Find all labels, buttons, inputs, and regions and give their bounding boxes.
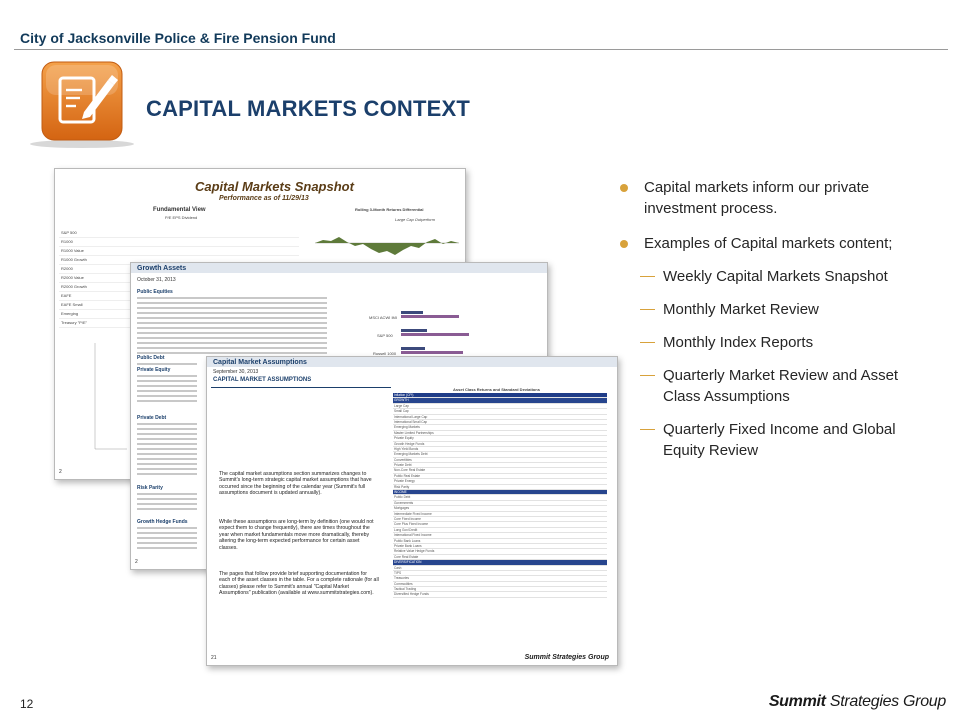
table-cell: Public Debt [394,495,411,500]
table-cell: Cash [394,565,402,570]
table-cell: Convertibles [394,457,412,462]
table-cell [484,468,515,472]
table-cell [453,512,484,516]
growth-chart-label: Russell 1000 [373,351,397,356]
table-cell: Private Energy [394,479,415,484]
table-cell [453,431,484,435]
table-cell [515,458,546,462]
table-cell [484,458,515,462]
growth-date: October 31, 2013 [137,277,176,283]
cma-returns-table [393,387,607,657]
table-cell: Private Debt [394,463,412,468]
table-cell [453,495,484,499]
table-cell: Private Bank Loans [394,543,422,548]
table-cell: Risk Parity [394,484,410,489]
table-cell [484,490,515,494]
growth-section-public-equities: Public Equities [137,289,173,295]
table-row: Emerging [59,310,299,319]
table-cell [515,517,546,521]
table-cell [546,571,577,575]
table-cell [576,560,607,564]
table-cell [546,490,577,494]
table-cell [515,549,546,553]
table-cell [546,501,577,505]
table-cell [546,420,577,424]
table-cell [484,566,515,570]
table-cell [546,560,577,564]
table-cell [576,555,607,559]
table-cell [515,452,546,456]
table-cell [484,415,515,419]
table-cell [453,474,484,478]
cma-paragraph: The pages that follow provide brief supporting documentation for each of the asset classes in the table. For a complete rationale (for all classes) please refer to Summit's annual "Capital Market Assumptions" publication (available at www.summitstrategies.com). [219,571,379,597]
table-cell [576,576,607,580]
table-cell [546,393,577,397]
cma-date: September 30, 2013 [213,369,259,375]
snapshot-chart-top-label: Large Cap Outperform [395,217,436,222]
table-cell [546,447,577,451]
table-cell [546,582,577,586]
table-cell [484,393,515,397]
document-pencil-icon [24,58,136,150]
growth-section-risk-parity: Risk Parity [137,485,163,491]
table-cell [515,436,546,440]
table-cell [453,425,484,429]
cma-summit-logo: Summit Strategies Group [524,654,609,661]
table-cell [546,404,577,408]
cma-table-title: Asset Class Returns and Standard Deviations [453,387,540,392]
table-cell: TIPS [394,570,402,575]
table-cell [453,571,484,575]
table-cell: Commodities [394,581,413,586]
table-cell [576,479,607,483]
table-row: R2000 [59,265,299,274]
growth-bar-chart [401,309,521,357]
table-cell [576,533,607,537]
snapshot-page-number: 2 [59,469,62,475]
table-cell [576,528,607,532]
table-cell [515,393,546,397]
table-cell [576,393,607,397]
table-cell [515,409,546,413]
growth-section-public-debt: Public Debt [137,355,165,361]
cma-title: Capital Market Assumptions [213,359,307,366]
table-cell [484,517,515,521]
table-cell [546,576,577,580]
table-cell [515,425,546,429]
table-cell [484,409,515,413]
table-cell: Treasuries [394,576,409,581]
table-cell: International Fixed Income [394,533,432,538]
table-cell [546,566,577,570]
table-row [393,592,607,597]
table-cell [484,512,515,516]
table-cell: Emerging Markets [394,425,420,430]
table-cell [576,425,607,429]
table-cell [453,447,484,451]
table-cell [576,587,607,591]
table-cell [546,431,577,435]
table-cell [515,415,546,419]
table-cell [515,474,546,478]
table-cell [576,582,607,586]
table-cell [515,485,546,489]
table-cell [546,517,577,521]
table-cell [515,404,546,408]
table-cell [453,506,484,510]
table-cell [515,463,546,467]
table-cell [576,506,607,510]
table-cell: Governments [394,500,414,505]
table-cell [484,555,515,559]
table-cell [546,544,577,548]
table-cell [515,506,546,510]
table-cell [546,506,577,510]
table-cell: Core Fixed Income [394,516,421,521]
table-cell [546,533,577,537]
table-cell [546,398,577,402]
table-cell [515,528,546,532]
table-cell [515,447,546,451]
table-cell [453,582,484,586]
table-row: R1000 Growth [59,256,299,265]
table-cell: Intermediate Fixed Income [394,511,432,516]
table-cell [515,555,546,559]
table-cell [576,463,607,467]
table-cell [546,409,577,413]
dash-icon [640,342,655,343]
table-cell [453,404,484,408]
table-cell [453,528,484,532]
table-cell [546,587,577,591]
table-cell: Long Gov/Credit [394,527,418,532]
table-cell [576,571,607,575]
table-cell [576,420,607,424]
table-cell [453,463,484,467]
table-cell [453,452,484,456]
table-cell [453,566,484,570]
table-cell: Core Real Estate [394,554,419,559]
table-cell: Relative Value Hedge Funds [394,549,435,554]
table-cell [546,463,577,467]
page-number: 12 [20,697,34,711]
snapshot-section-heading: Fundamental View [153,207,206,213]
table-cell [484,528,515,532]
table-cell [515,501,546,505]
table-cell [453,522,484,526]
table-cell: Master Limited Partnerships [394,430,434,435]
table-cell [576,512,607,516]
organization-header: City of Jacksonville Police & Fire Pension Fund [20,30,336,46]
table-cell [515,522,546,526]
table-cell [453,560,484,564]
sub-bullet-item: Weekly Capital Markets Snapshot [620,266,920,287]
table-cell [484,522,515,526]
snapshot-chart-label: Rolling 3-Month Returns Differential [355,207,424,212]
table-cell [546,442,577,446]
bullet-item: Examples of Capital markets content; [620,233,920,254]
table-cell: High Yield Bonds [394,446,419,451]
table-cell [546,485,577,489]
table-cell [484,501,515,505]
table-cell [576,592,607,596]
table-row: R2000 Value [59,274,299,283]
growth-chart-label: S&P 500 [377,333,393,338]
table-cell [576,442,607,446]
table-cell [576,566,607,570]
table-cell [576,458,607,462]
sub-bullet-item: Quarterly Market Review and Asset Class Assumptions [620,365,920,407]
table-cell: Diversified Hedge Funds [394,592,429,597]
table-cell [484,463,515,467]
table-cell [453,533,484,537]
table-cell: Core Plus Fixed Income [394,522,429,527]
table-cell [453,415,484,419]
bullet-dot-icon [620,184,628,192]
table-cell [546,495,577,499]
table-cell [546,436,577,440]
table-cell [576,474,607,478]
table-cell [546,549,577,553]
table-cell: INCOME [394,490,407,495]
table-cell [453,458,484,462]
table-row: Treasury "P/E" [59,319,299,328]
table-cell [484,420,515,424]
table-cell [484,485,515,489]
table-cell [515,420,546,424]
table-cell: International Large Cap [394,414,428,419]
table-cell [546,415,577,419]
table-cell [484,539,515,543]
table-cell [453,501,484,505]
table-cell: Public Bank Loans [394,538,421,543]
growth-section-hedge-funds: Growth Hedge Funds [137,519,188,525]
table-cell [515,539,546,543]
table-cell [515,533,546,537]
table-cell [515,560,546,564]
table-cell [484,436,515,440]
table-cell [546,512,577,516]
snapshot-small-chart [89,341,129,451]
table-cell [515,582,546,586]
table-cell: Tactical Trading [394,587,417,592]
table-cell [515,566,546,570]
table-cell: Emerging Markets Debt [394,452,428,457]
table-row: R2000 Growth [59,283,299,292]
table-cell [546,425,577,429]
table-cell: Growth Hedge Funds [394,441,425,446]
table-cell [484,479,515,483]
table-cell [453,485,484,489]
table-cell [515,431,546,435]
table-cell [484,533,515,537]
table-cell [453,479,484,483]
table-cell [484,452,515,456]
table-cell: Private Equity [394,436,414,441]
sub-bullet-item: Monthly Market Review [620,299,920,320]
table-cell [515,490,546,494]
table-cell [515,512,546,516]
snapshot-column-headers: P/E EPS Dividend [165,215,198,220]
table-cell [576,447,607,451]
table-cell [484,592,515,596]
table-cell [484,506,515,510]
table-cell [515,587,546,591]
page-title: CAPITAL MARKETS CONTEXT [146,96,471,121]
table-cell [546,539,577,543]
table-cell [484,571,515,575]
table-row: R1000 Value [59,247,299,256]
table-cell: Non-Core Real Estate [394,468,426,473]
growth-title: Growth Assets [137,265,187,272]
table-cell [484,431,515,435]
table-cell [576,468,607,472]
table-cell [453,398,484,402]
summit-strategies-logo: Summit Strategies Group [768,693,946,710]
table-cell [576,404,607,408]
table-row: R1000 [59,238,299,247]
table-cell [576,501,607,505]
table-cell [453,490,484,494]
table-cell [546,474,577,478]
table-cell [576,539,607,543]
dash-icon [640,429,655,430]
table-cell [515,479,546,483]
table-row: EAFE Small [59,301,299,310]
table-row: EAFE [59,292,299,301]
table-cell [484,560,515,564]
table-cell [576,398,607,402]
snapshot-title: Capital Markets Snapshot [195,179,354,194]
table-cell [546,452,577,456]
growth-chart-label: MSCI ACWI IMI [369,315,397,320]
snapshot-differential-chart [313,213,461,263]
table-cell [453,420,484,424]
header-divider [14,49,948,50]
snapshot-subtitle: Performance as of 11/29/13 [219,195,309,202]
bullet-list [620,177,920,473]
table-cell [576,517,607,521]
table-cell [515,442,546,446]
table-cell [515,495,546,499]
table-cell [515,571,546,575]
sub-bullet-item: Quarterly Fixed Income and Global Equity Review [620,419,920,461]
table-cell: Inflation (CPI) [394,393,414,397]
table-cell [453,468,484,472]
table-cell [453,436,484,440]
table-cell [484,442,515,446]
cma-paragraph: The capital market assumptions section summarizes changes to Summit's long-term strategic capital market assumptions that have occurred since the beginning of the calendar year (Summit's full assumptions document is updated annually). [219,471,372,497]
table-cell [576,415,607,419]
table-cell [546,468,577,472]
table-cell: DIVERSIFICATION [394,560,422,565]
table-cell [484,404,515,408]
table-cell: GROWTH [394,398,409,403]
table-cell [576,409,607,413]
table-cell [515,398,546,402]
table-cell [484,398,515,402]
table-cell [576,544,607,548]
table-cell [484,587,515,591]
cma-page-number: 21 [211,655,217,661]
table-cell: Small Cap [394,409,409,414]
cma-heading: CAPITAL MARKET ASSUMPTIONS [213,377,312,383]
table-cell [576,495,607,499]
table-cell [453,576,484,580]
table-cell [453,409,484,413]
table-cell [546,528,577,532]
table-cell [453,393,484,397]
table-cell: Mortgages [394,506,410,511]
table-cell [484,447,515,451]
growth-section-private-equity: Private Equity [137,367,171,373]
table-cell: International Small Cap [394,419,428,424]
growth-page-number: 2 [135,559,138,565]
sub-bullet-item: Monthly Index Reports [620,332,920,353]
table-row: S&P 500 [59,229,299,238]
table-cell [453,555,484,559]
table-cell: Large Cap [394,403,409,408]
table-cell [515,576,546,580]
table-cell [576,549,607,553]
table-cell [484,582,515,586]
table-cell [546,522,577,526]
table-cell [546,479,577,483]
table-cell [453,592,484,596]
growth-section-private-debt: Private Debt [137,415,167,421]
table-cell [484,495,515,499]
table-cell [515,468,546,472]
table-cell [453,517,484,521]
table-cell [484,474,515,478]
dash-icon [640,309,655,310]
table-cell [576,431,607,435]
table-cell [546,592,577,596]
dash-icon [640,276,655,277]
table-cell [515,592,546,596]
table-cell: Public Real Estate [394,473,421,478]
bullet-item: Capital markets inform our private investment process. [620,177,920,219]
bullet-dot-icon [620,240,628,248]
table-cell [484,576,515,580]
dash-icon [640,375,655,376]
table-cell [484,549,515,553]
table-cell [576,522,607,526]
table-cell [453,549,484,553]
table-cell [546,458,577,462]
table-cell [453,544,484,548]
cma-document-thumbnail [206,356,618,666]
cma-paragraph: While these assumptions are long-term by definition (one would not expect them to change frequently), there are times throughout the year when market fundamentals move more dramatically, thereby altering the long-term expected performance for certain asset classes. [219,519,374,551]
table-cell [515,544,546,548]
table-cell [484,544,515,548]
table-cell [576,452,607,456]
table-cell [453,442,484,446]
table-cell [576,485,607,489]
table-cell [453,539,484,543]
table-cell [576,436,607,440]
table-cell [453,587,484,591]
table-cell [576,490,607,494]
table-cell [484,425,515,429]
table-cell [546,555,577,559]
